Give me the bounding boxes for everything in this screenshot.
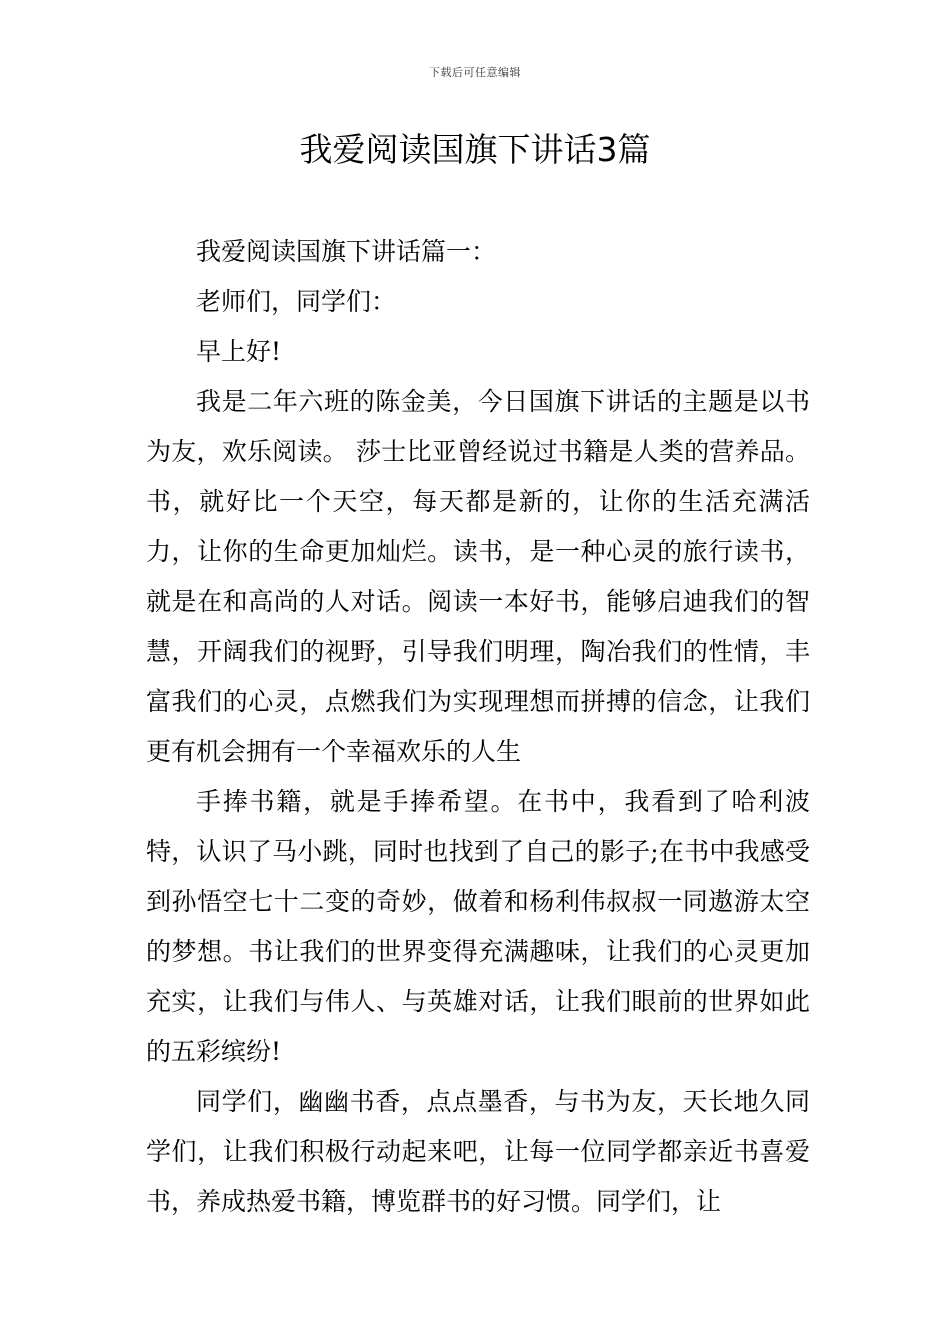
- header-note: 下载后可任意编辑: [429, 66, 521, 79]
- paragraph-section-heading: 我爱阅读国旗下讲话篇一：: [196, 237, 497, 266]
- paragraph-good-morning: 早上好!: [196, 337, 282, 366]
- document-title: 我爱阅读国旗下讲话3篇: [299, 130, 651, 169]
- document-body: [146, 227, 810, 1227]
- paragraph-call-to-action: 同学们，幽幽书香，点点墨香，与书为友，天长地久同学们，让我们积极行动起来吧，让每一位同学都亲近书喜爱书，养成热爱书籍，博览群书的好习惯。同学们，让: [146, 1087, 810, 1216]
- paragraph-greeting: 老师们，同学们：: [196, 287, 397, 316]
- paragraph-books-hope: 手捧书籍，就是手捧希望。在书中，我看到了哈利波特，认识了马小跳，同时也找到了自己的影子;在书中我感受到孙悟空七十二变的奇妙，做着和杨利伟叔叔一同遨游太空的梦想。书让我们的世界变得充满趣味，让我们的心灵更加充实，让我们与伟人、与英雄对话，让我们眼前的世界如此的五彩缤纷!: [146, 787, 810, 1066]
- paragraph-introduction: 我是二年六班的陈金美，今日国旗下讲话的主题是以书为友，欢乐阅读。 莎士比亚曾经说过书籍是人类的营养品。书，就好比一个天空，每天都是新的，让你的生活充满活力，让你的生命更加灿烂。读书，是一种心灵的旅行读书，就是在和高尚的人对话。阅读一本好书，能够启迪我们的智慧，开阔我们的视野，引导我们明理，陶冶我们的性情，丰富我们的心灵，点燃我们为实现理想而拼搏的信念，让我们更有机会拥有一个幸福欢乐的人生: [146, 387, 810, 766]
